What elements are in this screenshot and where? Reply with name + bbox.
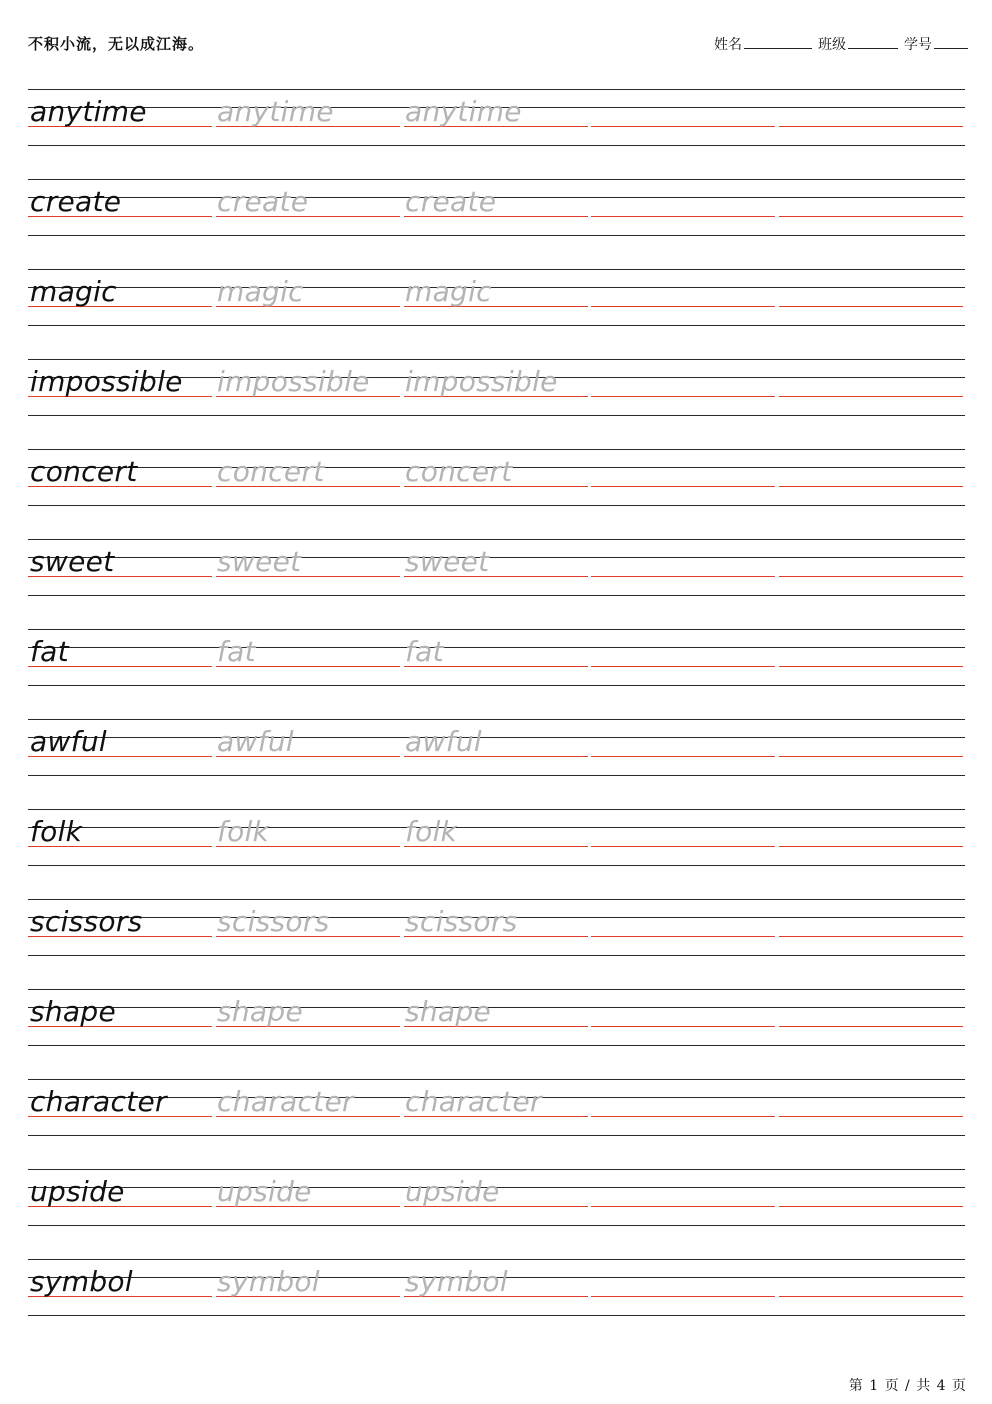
trace-word: character bbox=[405, 1085, 542, 1118]
student-id-label: 学号 bbox=[904, 37, 932, 53]
name-label: 姓名 bbox=[714, 37, 742, 53]
baseline-red-line bbox=[591, 846, 775, 847]
baseline-red-line bbox=[779, 1206, 963, 1207]
guide-line bbox=[28, 415, 965, 416]
class-blank bbox=[848, 47, 898, 49]
guide-line bbox=[28, 557, 965, 558]
guide-line bbox=[28, 865, 965, 866]
trace-word: impossible bbox=[405, 365, 558, 398]
guide-line bbox=[28, 269, 965, 270]
practice-row bbox=[28, 719, 965, 809]
model-word: character bbox=[30, 1085, 167, 1118]
model-word: concert bbox=[30, 455, 138, 488]
guide-line bbox=[28, 827, 965, 828]
model-word: fat bbox=[30, 635, 69, 668]
model-word: sweet bbox=[30, 545, 115, 578]
trace-word: fat bbox=[217, 635, 256, 668]
baseline-red-line bbox=[779, 216, 963, 217]
baseline-red-line bbox=[591, 1026, 775, 1027]
practice-row bbox=[28, 539, 965, 629]
baseline-red-line bbox=[591, 576, 775, 577]
practice-row bbox=[28, 449, 965, 539]
guide-line bbox=[28, 899, 965, 900]
guide-line bbox=[28, 325, 965, 326]
baseline-red-line bbox=[591, 486, 775, 487]
trace-word: impossible bbox=[217, 365, 370, 398]
name-blank bbox=[744, 47, 812, 49]
model-word: folk bbox=[30, 815, 83, 848]
trace-word: sweet bbox=[217, 545, 302, 578]
trace-word: character bbox=[217, 1085, 354, 1118]
guide-line bbox=[28, 989, 965, 990]
guide-line bbox=[28, 287, 965, 288]
guide-line bbox=[28, 449, 965, 450]
trace-word: concert bbox=[405, 455, 513, 488]
student-id-blank bbox=[934, 47, 968, 49]
guide-line bbox=[28, 809, 965, 810]
practice-row bbox=[28, 179, 965, 269]
guide-line bbox=[28, 955, 965, 956]
baseline-red-line bbox=[591, 396, 775, 397]
trace-word: anytime bbox=[405, 95, 522, 128]
model-word: awful bbox=[30, 725, 107, 758]
guide-line bbox=[28, 719, 965, 720]
model-word: symbol bbox=[30, 1265, 133, 1298]
model-word: impossible bbox=[30, 365, 183, 398]
trace-word: awful bbox=[405, 725, 482, 758]
guide-line bbox=[28, 1007, 965, 1008]
baseline-red-line bbox=[779, 576, 963, 577]
trace-word: sweet bbox=[405, 545, 490, 578]
guide-line bbox=[28, 1045, 965, 1046]
model-word: anytime bbox=[30, 95, 147, 128]
guide-line bbox=[28, 1225, 965, 1226]
guide-line bbox=[28, 1169, 965, 1170]
student-info bbox=[714, 34, 968, 54]
trace-word: create bbox=[217, 185, 309, 218]
baseline-red-line bbox=[591, 936, 775, 937]
baseline-red-line bbox=[779, 756, 963, 757]
baseline-red-line bbox=[779, 1116, 963, 1117]
guide-line bbox=[28, 1135, 965, 1136]
trace-word: symbol bbox=[405, 1265, 508, 1298]
trace-word: scissors bbox=[217, 905, 330, 938]
practice-row bbox=[28, 269, 965, 359]
guide-line bbox=[28, 197, 965, 198]
model-word: magic bbox=[30, 275, 117, 308]
page-number: 第 1 页 / 共 4 页 bbox=[848, 1378, 966, 1394]
trace-word: folk bbox=[217, 815, 270, 848]
trace-word: scissors bbox=[405, 905, 518, 938]
guide-line bbox=[28, 179, 965, 180]
practice-rows bbox=[28, 89, 965, 1349]
name-field bbox=[714, 34, 812, 54]
baseline-red-line bbox=[591, 666, 775, 667]
baseline-red-line bbox=[779, 1026, 963, 1027]
guide-line bbox=[28, 235, 965, 236]
guide-line bbox=[28, 539, 965, 540]
guide-line bbox=[28, 685, 965, 686]
practice-row bbox=[28, 89, 965, 179]
practice-row bbox=[28, 1169, 965, 1259]
baseline-red-line bbox=[779, 126, 963, 127]
trace-word: shape bbox=[405, 995, 491, 1028]
practice-row bbox=[28, 899, 965, 989]
model-word: shape bbox=[30, 995, 116, 1028]
worksheet-motto: 不积小流，无以成江海。 bbox=[28, 35, 205, 53]
trace-word: upside bbox=[405, 1175, 500, 1208]
guide-line bbox=[28, 647, 965, 648]
trace-word: create bbox=[405, 185, 497, 218]
trace-word: symbol bbox=[217, 1265, 320, 1298]
guide-line bbox=[28, 629, 965, 630]
guide-line bbox=[28, 1259, 965, 1260]
guide-line bbox=[28, 1315, 965, 1316]
baseline-red-line bbox=[591, 306, 775, 307]
baseline-red-line bbox=[591, 1296, 775, 1297]
baseline-red-line bbox=[591, 756, 775, 757]
baseline-red-line bbox=[779, 1296, 963, 1297]
trace-word: upside bbox=[217, 1175, 312, 1208]
trace-word: folk bbox=[405, 815, 458, 848]
student-id-field bbox=[904, 34, 968, 54]
trace-word: magic bbox=[217, 275, 304, 308]
model-word: upside bbox=[30, 1175, 125, 1208]
guide-line bbox=[28, 595, 965, 596]
practice-row bbox=[28, 359, 965, 449]
baseline-red-line bbox=[591, 216, 775, 217]
practice-row bbox=[28, 629, 965, 719]
trace-word: awful bbox=[217, 725, 294, 758]
model-word: create bbox=[30, 185, 122, 218]
model-word: scissors bbox=[30, 905, 143, 938]
baseline-red-line bbox=[779, 486, 963, 487]
trace-word: concert bbox=[217, 455, 325, 488]
guide-line bbox=[28, 145, 965, 146]
class-label: 班级 bbox=[818, 37, 846, 53]
guide-line bbox=[28, 775, 965, 776]
guide-line bbox=[28, 737, 965, 738]
baseline-red-line bbox=[591, 1116, 775, 1117]
guide-line bbox=[28, 89, 965, 90]
guide-line bbox=[28, 359, 965, 360]
practice-row bbox=[28, 1259, 965, 1349]
baseline-red-line bbox=[779, 396, 963, 397]
baseline-red-line bbox=[779, 666, 963, 667]
baseline-red-line bbox=[779, 846, 963, 847]
baseline-red-line bbox=[779, 306, 963, 307]
practice-row bbox=[28, 809, 965, 899]
trace-word: shape bbox=[217, 995, 303, 1028]
trace-word: fat bbox=[405, 635, 444, 668]
class-field bbox=[818, 34, 898, 54]
baseline-red-line bbox=[591, 126, 775, 127]
baseline-red-line bbox=[591, 1206, 775, 1207]
trace-word: magic bbox=[405, 275, 492, 308]
trace-word: anytime bbox=[217, 95, 334, 128]
practice-row bbox=[28, 989, 965, 1079]
guide-line bbox=[28, 505, 965, 506]
practice-row bbox=[28, 1079, 965, 1169]
baseline-red-line bbox=[779, 936, 963, 937]
guide-line bbox=[28, 1079, 965, 1080]
